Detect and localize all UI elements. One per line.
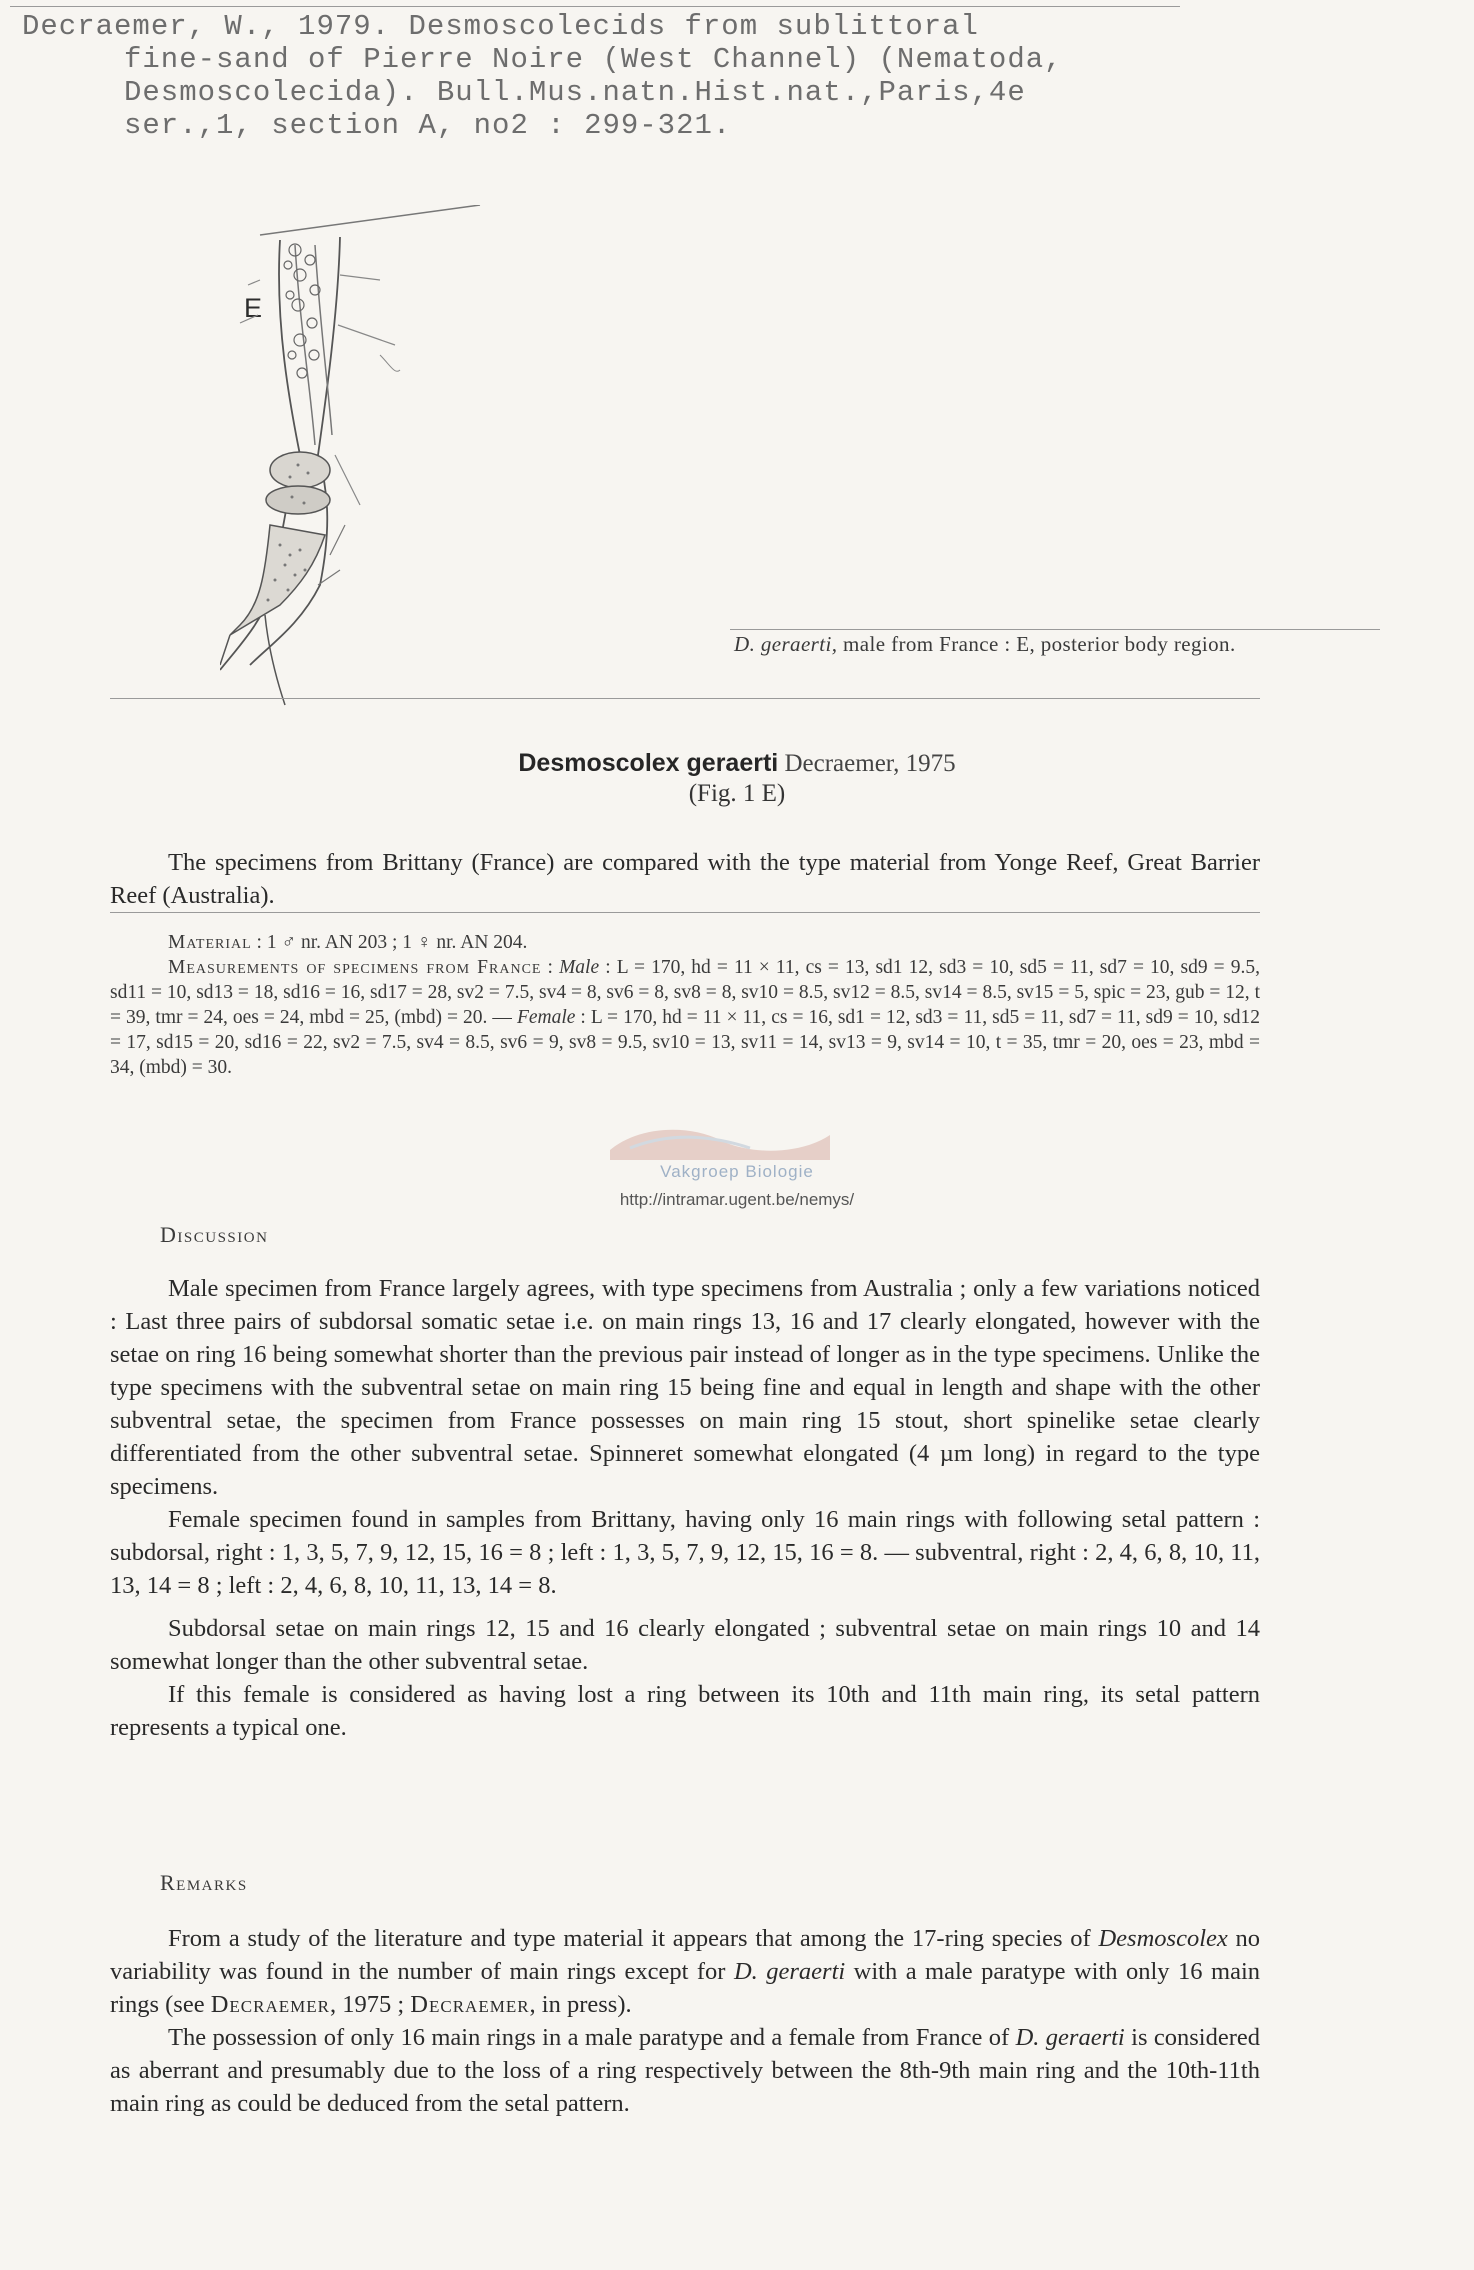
remarks-paragraph-1 (110, 1922, 1260, 2021)
figure-caption-rule-bottom (110, 698, 1260, 699)
figure-caption (734, 632, 1236, 657)
remarks-p1-text-c: with a male paratype with only 16 main rings (see (110, 1958, 1261, 2018)
discussion-paragraph-3: Subdorsal setae on main rings 12, 15 and 16 clearly elongated ; subventral setae on main rings 10 and 14 somewhat longer than the other subventral setae. (110, 1615, 1260, 1675)
remarks-section (110, 1922, 1260, 2120)
discussion-paragraph-2: Female specimen found in samples from Brittany, having only 16 main rings with following setal pattern : subdorsal, right : 1, 3, 5, 7, 9, 12, 15, 16 = 8 ; left : 1, 3, 5, 7, 9, 12, 15, 16 = 8. — subventral, right : 2, 4, 6, 8, 10, 11, 13, 14 = 8 ; left : 2, 4, 6, 8, 10, 11, 13, 14 = 8. (110, 1506, 1260, 1599)
remarks-p2-text-b: is considered as aberrant and presumably due to the loss of a ring respectively between the 8th-9th main ring and the 10th-11th main ring as could be deduced from the setal pattern. (110, 2024, 1261, 2117)
citation-rule (10, 6, 1180, 7)
remarks-p2-species: D. geraerti (1015, 2024, 1125, 2051)
stamp-name: Vakgroep Biologie (660, 1162, 814, 1181)
material-line (110, 930, 1260, 955)
citation-block (22, 10, 1222, 142)
caption-text: male from France : E, posterior body region. (837, 632, 1236, 656)
male-label: Male (559, 957, 600, 978)
discussion-section (110, 1272, 1260, 1744)
remarks-p1-text-a: From a study of the literature and type material it appears that among the 17-ring species of (168, 1925, 1099, 1952)
remarks-heading: Remarks (160, 1870, 248, 1895)
remarks-p1-species: D. geraerti (733, 1958, 846, 1985)
intro-text: The specimens from Brittany (France) are compared with the type material from Yonge Reef, Great Barrier Reef (Australia). (110, 849, 1260, 909)
remarks-p1-ref-1: Decraemer (210, 1991, 330, 2018)
species-name: Desmoscolex geraerti (518, 749, 779, 777)
stamp-url[interactable]: http://intramar.ugent.be/nemys/ (619, 1190, 855, 1209)
citation-line-1: Decraemer, W., 1979. Desmoscolecids from sublittoral (22, 10, 979, 43)
female-measurements: : L = 170, hd = 11 × 11, cs = 16, sd1 = 12, sd3 = 11, sd5 = 11, sd7 = 11, sd9 = 10, sd12 = 17, sd15 = 20, sd16 = 22, sv2 = 7.5, sv4 = 8.5, sv6 = 9, sv8 = 9.5, sv10 = 13, sv11 = 14, sv13 = 9, sv14 = 10, t = 35, tmr = 20, oes = 23, mbd = 34, (mbd) = 30. (110, 1007, 1260, 1078)
citation-line-3: Desmoscolecida). Bull.Mus.natn.Hist.nat.,Paris,4e (124, 76, 1026, 109)
material-text: : 1 ♂ nr. AN 203 ; 1 ♀ nr. AN 204. (251, 932, 528, 953)
remarks-p1-ref-2: Decraemer (410, 1991, 530, 2018)
discussion-paragraph-1: Male specimen from France largely agrees, with type specimens from Australia ; only a few variations noticed : Last three pairs of subdorsal somatic setae i.e. on main rings 13, 16 and 17 clearly elongated, however with the setae on ring 16 being somewhat shorter than the previous pair instead of longer as in the type specimens. Unlike the type specimens with the subventral setae on main ring 15 being fine and equal in length and shape with the other subventral setae, the specimen from France possesses on main ring 15 stout, short spinelike setae clearly differentiated from the other subventral setae. Spinneret somewhat elongated (4 µm long) in regard to the type specimens. (110, 1275, 1260, 1500)
species-title (0, 746, 1474, 781)
remarks-p1-genus: Desmoscolex (1098, 1925, 1228, 1952)
figure-reference: (Fig. 1 E) (688, 780, 786, 807)
figure-caption-rule-top (730, 629, 1380, 630)
citation-line-2: fine-sand of Pierre Noire (West Channel) (Nematoda, (124, 43, 1063, 76)
stamp-logo (600, 1120, 840, 1164)
caption-species: D. geraerti, (734, 632, 838, 656)
remarks-p2-text-a: The possession of only 16 main rings in a male paratype and a female from France of (168, 2024, 1016, 2051)
measurements-paragraph: Measurements of specimens from France : Male : L = 170, hd = 11 × 11, cs = 13, sd1 12, sd3 = 10, sd5 = 11, sd7 = 10, sd9 = 9.5, sd11 = 10, sd13 = 18, sd16 = 16, sd17 = 28, sv2 = 7.5, sv4 = 8, sv6 = 8, sv8 = 8, sv10 = 8.5, sv12 = 8.5, sv14 = 8.5, sv15 = 5, spic = 23, gub = 12, t = 39, tmr = 24, oes = 24, mbd = 25, (mbd) = 20. — Female : L = 170, hd = 11 × 11, cs = 16, sd1 = 12, sd3 = 11, sd5 = 11, sd7 = 11, sd9 = 10, sd12 = 17, sd15 = 20, sd16 = 22, sv2 = 7.5, sv4 = 8.5, sv6 = 9, sv8 = 9.5, sv10 = 13, sv11 = 14, sv13 = 9, sv14 = 10, t = 35, tmr = 20, oes = 23, mbd = 34, (mbd) = 30. (110, 957, 1260, 1078)
remarks-p1-text-e: , in press). (529, 1991, 632, 2018)
material-measurements-block (110, 930, 1260, 1080)
citation-line-4: ser.,1, section A, no2 : 299-321. (124, 109, 732, 142)
measurements-label: Measurements of specimens from France (168, 957, 542, 978)
intro-rule (110, 912, 1260, 913)
material-label: Material (168, 932, 252, 953)
female-label: Female (516, 1007, 576, 1028)
remarks-paragraph-2 (110, 2021, 1260, 2120)
discussion-paragraph-4: If this female is considered as having lost a ring between its 10th and 11th main ring, its setal pattern represents a typical one. (110, 1681, 1260, 1741)
remarks-p1-text-d: , 1975 ; (329, 1991, 411, 2018)
figure-letter: E (244, 293, 263, 323)
species-author: Decraemer, 1975 (778, 750, 956, 777)
male-measurements: : L = 170, hd = 11 × 11, cs = 13, sd1 12, sd3 = 10, sd5 = 11, sd7 = 10, sd9 = 9.5, sd11 = 10, sd13 = 18, sd16 = 16, sd17 = 28, sv2 = 7.5, sv4 = 8, sv6 = 8, sv8 = 8, sv10 = 8.5, sv12 = 8.5, sv14 = 8.5, sv15 = 5, spic = 23, gub = 12, t = 39, tmr = 24, oes = 24, mbd = 25, (mbd) = 20. — (110, 957, 1260, 1028)
remarks-p1-text-b: no variability was found in the number of main rings except for (110, 1925, 1261, 1985)
intro-paragraph (110, 846, 1260, 912)
nematode-drawing (220, 205, 600, 725)
discussion-heading: Discussion (160, 1222, 269, 1247)
